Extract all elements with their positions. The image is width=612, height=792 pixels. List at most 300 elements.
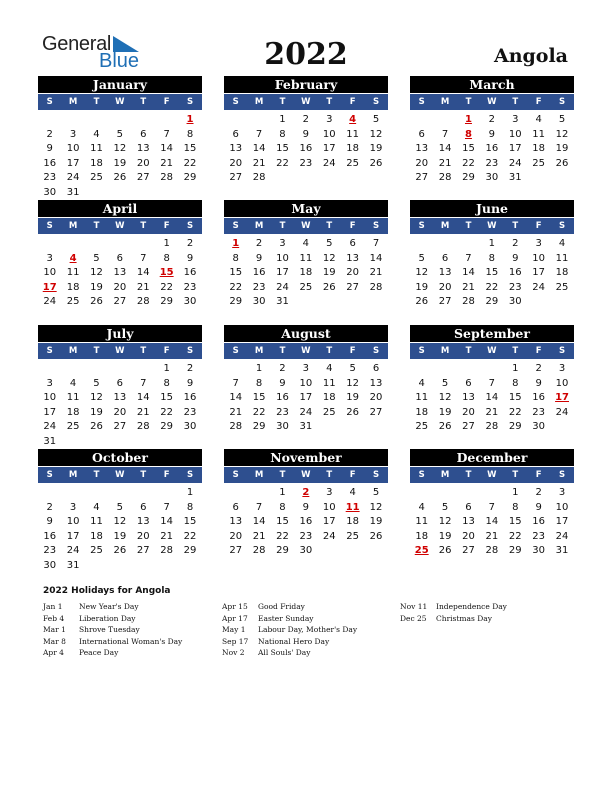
day-cell: 9 bbox=[46, 143, 53, 154]
day-cell: 28 bbox=[485, 545, 499, 556]
day-cell: 19 bbox=[113, 157, 127, 169]
day-cell: 5 bbox=[441, 501, 449, 513]
day-cell: 7 bbox=[255, 128, 263, 140]
day-cell: 21 bbox=[252, 530, 266, 542]
day-cell: 5 bbox=[372, 487, 380, 498]
day-cell: 27 bbox=[229, 545, 243, 556]
day-cell: 28 bbox=[252, 172, 266, 183]
day-cell: 4 bbox=[418, 377, 425, 389]
day-cell: 21 bbox=[229, 406, 243, 418]
day-cell: 23 bbox=[508, 281, 522, 293]
month-december bbox=[410, 449, 574, 559]
day-blank bbox=[410, 362, 433, 377]
day-cell: 28 bbox=[160, 172, 174, 183]
weekday-label: T bbox=[465, 346, 472, 356]
day-cell: 14 bbox=[229, 392, 243, 403]
day-grid bbox=[38, 486, 202, 573]
day-cell: 12 bbox=[369, 501, 383, 513]
day-cell: 20 bbox=[229, 530, 243, 542]
day-cell: 3 bbox=[535, 238, 542, 249]
holiday-day-cell: 17 bbox=[42, 281, 57, 293]
day-cell: 9 bbox=[255, 252, 263, 264]
day-cell: 30 bbox=[532, 421, 546, 432]
day-cell: 13 bbox=[136, 143, 150, 154]
day-cell: 5 bbox=[558, 114, 566, 125]
day-blank bbox=[38, 113, 61, 128]
weekday-label: M bbox=[440, 221, 450, 231]
day-blank bbox=[433, 362, 456, 377]
day-cell: 9 bbox=[488, 128, 496, 140]
day-cell: 18 bbox=[346, 516, 360, 527]
day-grid bbox=[224, 237, 388, 310]
weekday-label: F bbox=[349, 346, 356, 356]
day-cell: 12 bbox=[113, 143, 127, 154]
day-cell: 30 bbox=[508, 296, 522, 307]
day-cell: 14 bbox=[438, 143, 452, 154]
day-blank bbox=[108, 113, 131, 128]
day-blank bbox=[85, 486, 108, 501]
day-cell: 24 bbox=[276, 281, 289, 293]
day-cell: 25 bbox=[346, 157, 360, 169]
day-cell: 11 bbox=[415, 392, 429, 403]
weekday-label: S bbox=[46, 221, 53, 231]
day-cell: 7 bbox=[372, 238, 380, 249]
day-blank bbox=[61, 113, 84, 128]
day-cell: 11 bbox=[66, 267, 80, 278]
day-cell: 29 bbox=[229, 296, 243, 307]
day-blank bbox=[410, 486, 433, 501]
day-cell: 1 bbox=[488, 238, 496, 249]
day-cell: 13 bbox=[113, 392, 127, 403]
holiday-row bbox=[222, 647, 357, 659]
day-cell: 22 bbox=[160, 281, 174, 293]
weekday-label: T bbox=[140, 470, 147, 480]
holiday-day-cell: 17 bbox=[555, 392, 569, 403]
day-cell: 23 bbox=[43, 172, 57, 183]
holiday-date: Apr 17 bbox=[222, 613, 248, 623]
day-cell: 1 bbox=[512, 363, 519, 374]
day-cell: 2 bbox=[512, 238, 519, 249]
day-cell: 16 bbox=[43, 530, 57, 542]
calendar-year: 2022 bbox=[264, 37, 348, 72]
day-blank bbox=[132, 237, 155, 252]
day-cell: 30 bbox=[276, 421, 289, 432]
holiday-row bbox=[400, 613, 507, 625]
day-cell: 11 bbox=[415, 516, 429, 527]
day-cell: 15 bbox=[462, 143, 475, 154]
day-blank bbox=[38, 237, 61, 252]
month-september bbox=[410, 325, 574, 435]
day-cell: 14 bbox=[462, 267, 475, 278]
day-blank bbox=[108, 362, 131, 377]
day-cell: 21 bbox=[438, 157, 452, 169]
day-cell: 30 bbox=[485, 172, 499, 183]
day-cell: 6 bbox=[465, 501, 472, 513]
day-cell: 12 bbox=[438, 392, 452, 403]
month-title: April bbox=[38, 200, 202, 217]
day-cell: 25 bbox=[299, 281, 313, 293]
weekday-label: F bbox=[535, 97, 542, 107]
day-cell: 8 bbox=[512, 377, 519, 389]
holiday-column bbox=[400, 601, 507, 624]
day-cell: 18 bbox=[322, 392, 336, 403]
day-cell: 16 bbox=[276, 392, 289, 403]
day-cell: 28 bbox=[136, 421, 150, 432]
day-cell: 16 bbox=[532, 516, 546, 527]
day-cell: 5 bbox=[372, 114, 380, 125]
holiday-row bbox=[43, 647, 182, 659]
weekday-label: S bbox=[372, 221, 380, 231]
day-cell: 12 bbox=[438, 516, 452, 527]
month-title: November bbox=[224, 449, 388, 466]
day-cell: 26 bbox=[438, 545, 452, 556]
day-cell: 11 bbox=[555, 252, 569, 264]
holiday-column bbox=[43, 601, 182, 659]
day-cell: 24 bbox=[555, 530, 569, 542]
weekday-label: W bbox=[487, 470, 497, 480]
day-cell: 13 bbox=[346, 252, 360, 264]
day-cell: 13 bbox=[113, 267, 127, 278]
day-cell: 19 bbox=[438, 406, 452, 418]
day-cell: 28 bbox=[462, 296, 475, 307]
day-blank bbox=[38, 362, 61, 377]
weekday-label: T bbox=[465, 221, 472, 231]
day-cell: 27 bbox=[136, 545, 150, 556]
day-cell: 24 bbox=[43, 421, 57, 432]
day-cell: 26 bbox=[369, 157, 383, 169]
day-cell: 30 bbox=[183, 296, 197, 307]
day-grid bbox=[410, 486, 574, 559]
day-cell: 31 bbox=[276, 296, 289, 307]
holiday-day-cell: 1 bbox=[464, 114, 472, 125]
day-cell: 26 bbox=[113, 545, 127, 556]
weekday-label: T bbox=[93, 97, 100, 107]
day-cell: 25 bbox=[415, 421, 429, 432]
weekday-label: W bbox=[301, 346, 311, 356]
holiday-day-cell: 1 bbox=[232, 238, 240, 249]
holiday-column bbox=[222, 601, 357, 659]
weekday-label: S bbox=[232, 470, 239, 480]
day-cell: 27 bbox=[415, 172, 429, 183]
day-cell: 12 bbox=[555, 128, 569, 140]
day-cell: 30 bbox=[532, 545, 546, 556]
day-cell: 16 bbox=[299, 516, 313, 527]
day-cell: 5 bbox=[116, 128, 124, 140]
month-title: October bbox=[38, 449, 202, 466]
day-cell: 27 bbox=[113, 421, 127, 432]
day-cell: 29 bbox=[183, 545, 197, 556]
day-cell: 1 bbox=[512, 487, 519, 498]
weekday-header bbox=[38, 218, 202, 234]
day-cell: 5 bbox=[93, 252, 100, 264]
day-cell: 31 bbox=[555, 545, 569, 556]
day-cell: 27 bbox=[462, 421, 475, 432]
day-blank bbox=[108, 486, 131, 501]
weekday-label: T bbox=[140, 221, 147, 231]
weekday-header bbox=[410, 467, 574, 483]
holiday-name: Christmas Day bbox=[436, 613, 492, 623]
day-cell: 10 bbox=[508, 128, 522, 140]
day-cell: 23 bbox=[43, 545, 57, 556]
day-cell: 9 bbox=[302, 501, 310, 513]
day-blank bbox=[61, 362, 84, 377]
day-cell: 11 bbox=[90, 516, 103, 527]
holiday-name: National Hero Day bbox=[258, 636, 330, 646]
weekday-label: S bbox=[558, 470, 566, 480]
day-cell: 6 bbox=[418, 128, 425, 140]
weekday-label: S bbox=[372, 346, 380, 356]
day-cell: 17 bbox=[555, 516, 569, 527]
day-cell: 14 bbox=[160, 516, 174, 527]
day-cell: 8 bbox=[279, 128, 286, 140]
weekday-label: S bbox=[418, 221, 425, 231]
day-cell: 3 bbox=[326, 114, 333, 125]
day-cell: 10 bbox=[299, 377, 313, 389]
day-cell: 28 bbox=[252, 545, 266, 556]
day-cell: 19 bbox=[90, 281, 103, 293]
weekday-label: M bbox=[68, 221, 78, 231]
day-cell: 1 bbox=[163, 238, 170, 249]
day-cell: 6 bbox=[116, 252, 124, 264]
day-cell: 14 bbox=[252, 143, 266, 154]
day-cell: 9 bbox=[279, 377, 286, 389]
day-cell: 12 bbox=[415, 267, 429, 278]
day-cell: 4 bbox=[69, 377, 77, 389]
day-cell: 6 bbox=[441, 252, 449, 264]
day-cell: 3 bbox=[46, 252, 53, 264]
day-cell: 26 bbox=[90, 421, 103, 432]
day-cell: 21 bbox=[369, 267, 383, 278]
day-cell: 2 bbox=[46, 501, 53, 513]
weekday-header bbox=[38, 94, 202, 110]
weekday-label: T bbox=[512, 221, 519, 231]
day-cell: 5 bbox=[441, 377, 449, 389]
day-cell: 28 bbox=[369, 281, 383, 293]
day-cell: 12 bbox=[369, 128, 383, 140]
day-cell: 7 bbox=[163, 128, 170, 140]
day-blank bbox=[457, 237, 480, 252]
weekday-label: S bbox=[186, 346, 194, 356]
weekday-label: S bbox=[232, 221, 239, 231]
weekday-label: M bbox=[440, 97, 450, 107]
day-cell: 29 bbox=[160, 296, 174, 307]
day-cell: 20 bbox=[136, 157, 150, 169]
day-cell: 28 bbox=[160, 545, 174, 556]
day-cell: 3 bbox=[46, 377, 53, 389]
day-cell: 26 bbox=[90, 296, 103, 307]
holiday-name: Independence Day bbox=[436, 602, 507, 611]
day-cell: 6 bbox=[232, 501, 239, 513]
weekday-label: F bbox=[535, 346, 542, 356]
logo-word-blue: Blue bbox=[99, 50, 140, 72]
day-cell: 14 bbox=[369, 252, 383, 264]
day-cell: 23 bbox=[252, 281, 266, 293]
day-cell: 14 bbox=[485, 516, 499, 527]
day-cell: 29 bbox=[252, 421, 266, 432]
day-cell: 29 bbox=[508, 545, 522, 556]
day-grid bbox=[410, 362, 574, 435]
month-title: December bbox=[410, 449, 574, 466]
weekday-label: W bbox=[487, 346, 497, 356]
day-cell: 23 bbox=[183, 281, 197, 293]
weekday-label: S bbox=[558, 221, 566, 231]
day-cell: 16 bbox=[299, 143, 313, 154]
day-cell: 24 bbox=[43, 296, 57, 307]
month-june bbox=[410, 200, 574, 310]
day-blank bbox=[61, 486, 84, 501]
weekday-label: M bbox=[68, 97, 78, 107]
weekday-header bbox=[224, 343, 388, 359]
day-blank bbox=[224, 362, 247, 377]
day-cell: 1 bbox=[186, 487, 194, 498]
holiday-day-cell: 2 bbox=[302, 487, 310, 498]
day-cell: 23 bbox=[532, 406, 546, 418]
weekday-label: M bbox=[254, 346, 264, 356]
holiday-date: May 1 bbox=[222, 625, 246, 634]
day-cell: 7 bbox=[140, 377, 147, 389]
day-cell: 16 bbox=[183, 392, 197, 403]
day-cell: 29 bbox=[508, 421, 522, 432]
day-cell: 3 bbox=[302, 363, 310, 374]
day-cell: 1 bbox=[163, 363, 170, 374]
weekday-label: S bbox=[46, 97, 53, 107]
weekday-label: F bbox=[163, 346, 170, 356]
day-cell: 31 bbox=[66, 186, 80, 198]
weekday-label: M bbox=[440, 470, 450, 480]
holiday-row bbox=[400, 601, 507, 613]
day-cell: 13 bbox=[462, 516, 475, 527]
day-cell: 12 bbox=[346, 377, 360, 389]
day-cell: 7 bbox=[488, 501, 496, 513]
day-grid bbox=[38, 237, 202, 310]
month-august bbox=[224, 325, 388, 435]
day-cell: 18 bbox=[66, 281, 80, 293]
day-cell: 24 bbox=[299, 406, 313, 418]
day-cell: 21 bbox=[136, 281, 150, 293]
day-cell: 26 bbox=[555, 157, 569, 169]
day-cell: 14 bbox=[160, 143, 174, 154]
day-cell: 2 bbox=[255, 238, 263, 249]
day-cell: 7 bbox=[140, 252, 147, 264]
day-cell: 1 bbox=[279, 114, 286, 125]
day-blank bbox=[108, 237, 131, 252]
day-cell: 14 bbox=[252, 516, 266, 527]
holiday-row bbox=[222, 624, 357, 636]
day-cell: 18 bbox=[415, 406, 429, 418]
weekday-header bbox=[38, 467, 202, 483]
weekday-label: T bbox=[465, 470, 472, 480]
day-cell: 9 bbox=[535, 377, 542, 389]
day-cell: 16 bbox=[508, 267, 522, 278]
day-cell: 10 bbox=[276, 252, 289, 264]
day-cell: 22 bbox=[229, 281, 243, 293]
day-cell: 15 bbox=[183, 516, 197, 527]
day-cell: 6 bbox=[372, 363, 380, 374]
day-grid bbox=[224, 486, 388, 559]
day-cell: 6 bbox=[232, 128, 239, 140]
day-cell: 28 bbox=[485, 421, 499, 432]
day-cell: 15 bbox=[229, 267, 243, 278]
day-cell: 28 bbox=[438, 172, 452, 183]
day-grid bbox=[224, 113, 388, 186]
holiday-date: Sep 17 bbox=[222, 636, 249, 646]
holiday-day-cell: 4 bbox=[69, 252, 77, 264]
weekday-label: S bbox=[232, 97, 239, 107]
weekday-label: S bbox=[418, 346, 425, 356]
weekday-label: T bbox=[279, 97, 286, 107]
day-cell: 21 bbox=[485, 530, 499, 542]
day-cell: 15 bbox=[508, 516, 522, 527]
day-cell: 2 bbox=[186, 238, 194, 249]
day-cell: 10 bbox=[555, 377, 569, 389]
day-cell: 2 bbox=[279, 363, 286, 374]
day-blank bbox=[224, 113, 247, 128]
day-cell: 20 bbox=[113, 281, 127, 293]
day-cell: 18 bbox=[90, 157, 103, 169]
calendar-country: Angola bbox=[493, 45, 568, 67]
day-cell: 14 bbox=[136, 392, 150, 403]
holiday-date: Nov 2 bbox=[222, 648, 245, 657]
day-cell: 17 bbox=[43, 406, 57, 418]
weekday-label: T bbox=[326, 470, 333, 480]
weekday-label: S bbox=[558, 346, 566, 356]
day-blank bbox=[457, 486, 480, 501]
day-cell: 26 bbox=[415, 296, 429, 307]
day-cell: 9 bbox=[186, 377, 194, 389]
day-cell: 5 bbox=[326, 238, 333, 249]
day-cell: 22 bbox=[508, 530, 522, 542]
day-cell: 4 bbox=[558, 238, 566, 249]
month-february bbox=[224, 76, 388, 186]
day-cell: 27 bbox=[462, 545, 475, 556]
day-cell: 8 bbox=[163, 252, 170, 264]
day-grid bbox=[38, 113, 202, 200]
day-cell: 29 bbox=[276, 545, 289, 556]
day-cell: 5 bbox=[349, 363, 356, 374]
day-cell: 3 bbox=[558, 363, 566, 374]
day-cell: 10 bbox=[66, 516, 80, 527]
day-cell: 20 bbox=[229, 157, 243, 169]
weekday-label: F bbox=[535, 221, 542, 231]
day-cell: 6 bbox=[465, 377, 472, 389]
month-title: August bbox=[224, 325, 388, 342]
day-cell: 6 bbox=[116, 377, 124, 389]
month-title: January bbox=[38, 76, 202, 93]
holiday-day-cell: 11 bbox=[345, 501, 360, 513]
day-cell: 31 bbox=[508, 172, 522, 183]
day-cell: 8 bbox=[186, 501, 194, 513]
weekday-label: S bbox=[186, 97, 194, 107]
day-cell: 29 bbox=[183, 172, 197, 183]
weekday-label: F bbox=[163, 470, 170, 480]
day-blank bbox=[155, 113, 178, 128]
day-cell: 25 bbox=[346, 530, 360, 542]
day-cell: 11 bbox=[532, 128, 546, 140]
day-cell: 20 bbox=[369, 392, 383, 403]
day-cell: 29 bbox=[485, 296, 499, 307]
weekday-label: S bbox=[418, 97, 425, 107]
day-cell: 4 bbox=[535, 114, 542, 125]
day-cell: 3 bbox=[326, 487, 333, 498]
holiday-date: Apr 4 bbox=[43, 648, 64, 657]
day-cell: 12 bbox=[322, 252, 336, 264]
holiday-day-cell: 25 bbox=[414, 545, 429, 556]
day-cell: 4 bbox=[302, 238, 310, 249]
day-cell: 11 bbox=[66, 392, 80, 403]
day-cell: 24 bbox=[66, 172, 80, 183]
holiday-name: Peace Day bbox=[79, 648, 119, 657]
day-cell: 16 bbox=[532, 392, 546, 403]
